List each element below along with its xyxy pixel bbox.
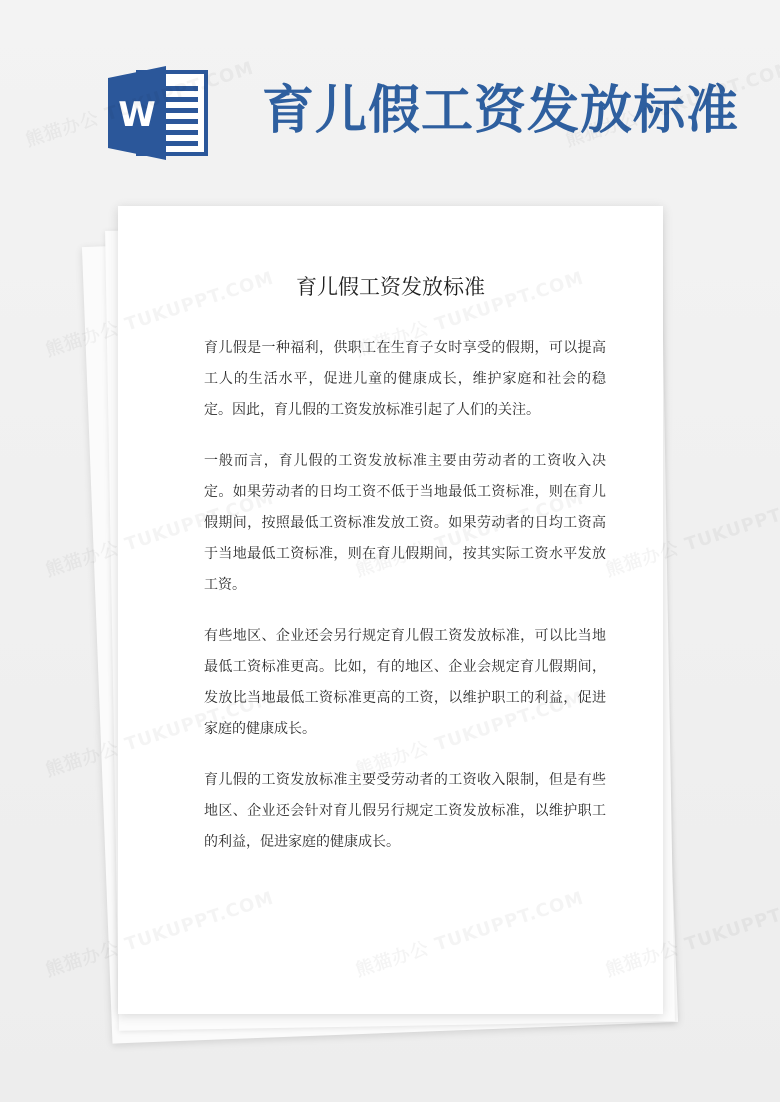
- paragraph-marker: [204, 428, 606, 440]
- paragraph-marker: [204, 747, 606, 759]
- document-body: [204, 333, 606, 858]
- page-title: 育儿假工资发放标准: [262, 81, 740, 141]
- document-title: 育儿假工资发放标准: [296, 275, 485, 299]
- paragraph-1: 育儿假是一种福利，供职工在生育子女时享受的假期，可以提高工人的生活水平，促进儿童的健康成长，维护家庭和社会的稳定。因此，育儿假的工资发放标准引起了人们的关注。: [204, 340, 606, 418]
- document-page: [118, 206, 663, 1014]
- word-document-icon: [108, 66, 208, 160]
- logo-letter: W: [118, 95, 156, 135]
- paragraph-3: 有些地区、企业还会另行规定育儿假工资发放标准，可以比当地最低工资标准更高。比如，有的地区、企业会规定育儿假期间，发放比当地最低工资标准更高的工资，以维护职工的利益，促进家庭的健康成长。: [204, 628, 606, 737]
- paragraph-2: 一般而言，育儿假的工资发放标准主要由劳动者的工资收入决定。如果劳动者的日均工资不低于当地最低工资标准，则在育儿假期间，按照最低工资标准发放工资。如果劳动者的日均工资高于当地最低工资标准，则在育儿假期间，按其实际工资水平发放工资。: [204, 453, 606, 593]
- paragraph-marker: [204, 603, 606, 615]
- paragraph-4: 育儿假的工资发放标准主要受劳动者的工资收入限制，但是有些地区、企业还会针对育儿假另行规定工资发放标准，以维护职工的利益，促进家庭的健康成长。: [204, 772, 606, 850]
